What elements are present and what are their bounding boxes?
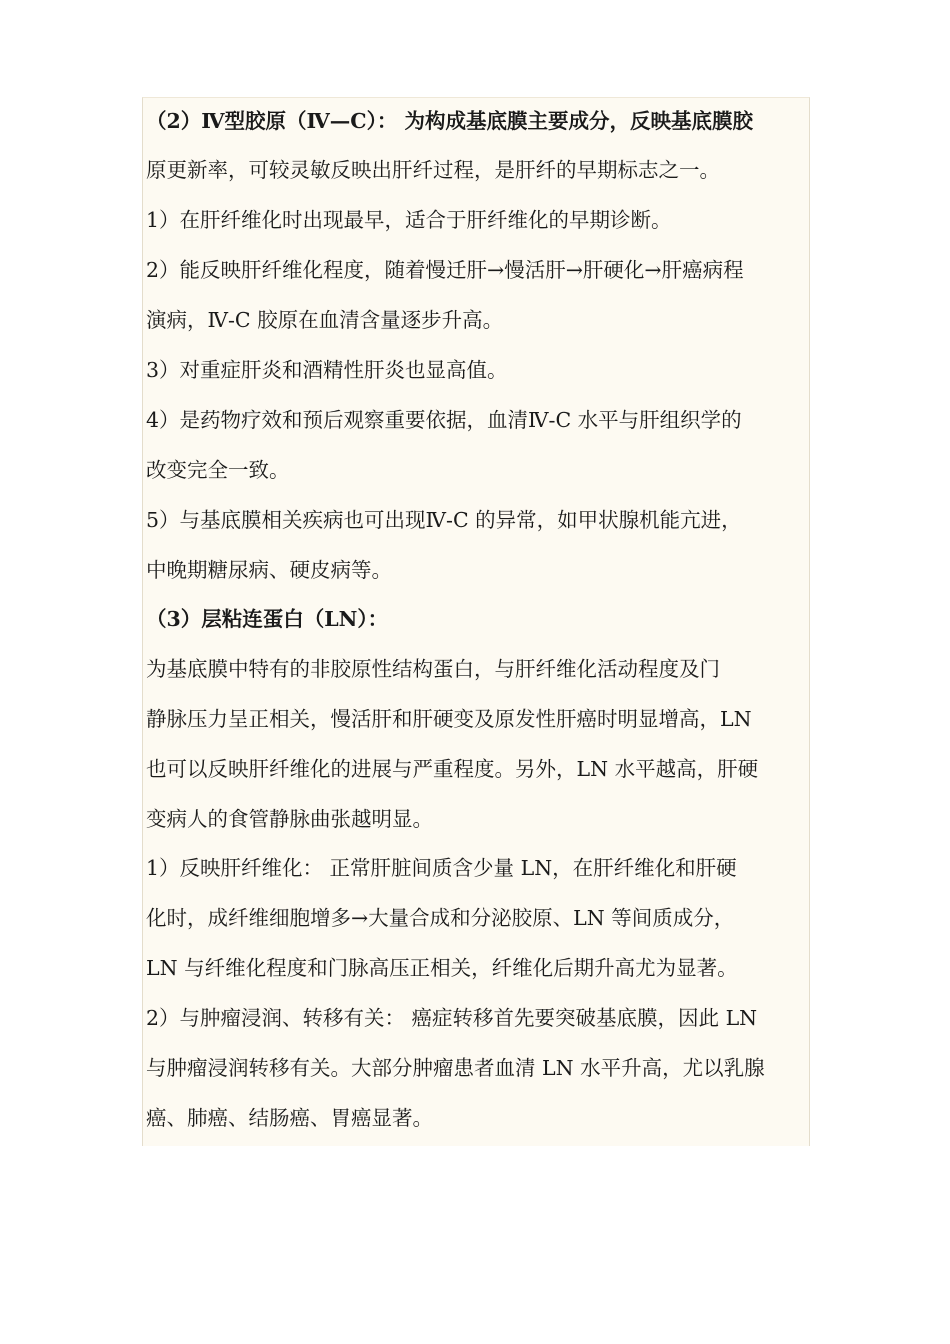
paragraph-line: 静脉压力呈正相关，慢活肝和肝硬变及原发性肝癌时明显增高，LN bbox=[146, 707, 752, 731]
list-item: 5）与基底膜相关疾病也可出现Ⅳ-C 的异常，如甲状腺机能亢进， bbox=[146, 508, 742, 532]
heading-type-iv-collagen: （2）Ⅳ型胶原（Ⅳ—C）： 为构成基底膜主要成分，反映基底膜胶 bbox=[146, 109, 753, 133]
text-line: LN 与纤维化程度和门脉高压正相关，纤维化后期升高尤为显著。 bbox=[146, 956, 738, 980]
text-line: 与肿瘤浸润转移有关。大部分肿瘤患者血清 LN 水平升高，尤以乳腺 bbox=[146, 1056, 765, 1080]
text-line: 原更新率，可较灵敏反映出肝纤过程，是肝纤的早期标志之一。 bbox=[146, 158, 720, 182]
text-line: 化时，成纤维细胞增多→大量合成和分泌胶原、LN 等间质成分， bbox=[146, 906, 735, 930]
text-line: 癌、肺癌、结肠癌、胃癌显著。 bbox=[146, 1106, 433, 1130]
text-line: 中晚期糖尿病、硬皮病等。 bbox=[146, 558, 392, 582]
paragraph-line: 为基底膜中特有的非胶原性结构蛋白，与肝纤维化活动程度及门 bbox=[146, 657, 720, 681]
text-line: 改变完全一致。 bbox=[146, 458, 290, 482]
list-item: 2）能反映肝纤维化程度，随着慢迁肝→慢活肝→肝硬化→肝癌病程 bbox=[146, 258, 744, 282]
list-item: 2）与肿瘤浸润、转移有关： 癌症转移首先要突破基底膜，因此 LN bbox=[146, 1006, 758, 1030]
paragraph-line: 变病人的食管静脉曲张越明显。 bbox=[146, 807, 433, 831]
text-line: 演病，Ⅳ-C 胶原在血清含量逐步升高。 bbox=[146, 308, 504, 332]
list-item: 1）在肝纤维化时出现最早，适合于肝纤维化的早期诊断。 bbox=[146, 208, 672, 232]
list-item: 3）对重症肝炎和酒精性肝炎也显高值。 bbox=[146, 358, 508, 382]
list-item: 1）反映肝纤维化： 正常肝脏间质含少量 LN，在肝纤维化和肝硬 bbox=[146, 856, 737, 880]
paragraph-line: 也可以反映肝纤维化的进展与严重程度。另外，LN 水平越高，肝硬 bbox=[146, 757, 759, 781]
list-item: 4）是药物疗效和预后观察重要依据，血清Ⅳ-C 水平与肝组织学的 bbox=[146, 408, 742, 432]
heading-laminin: （3）层粘连蛋白（LN）： bbox=[146, 607, 389, 631]
